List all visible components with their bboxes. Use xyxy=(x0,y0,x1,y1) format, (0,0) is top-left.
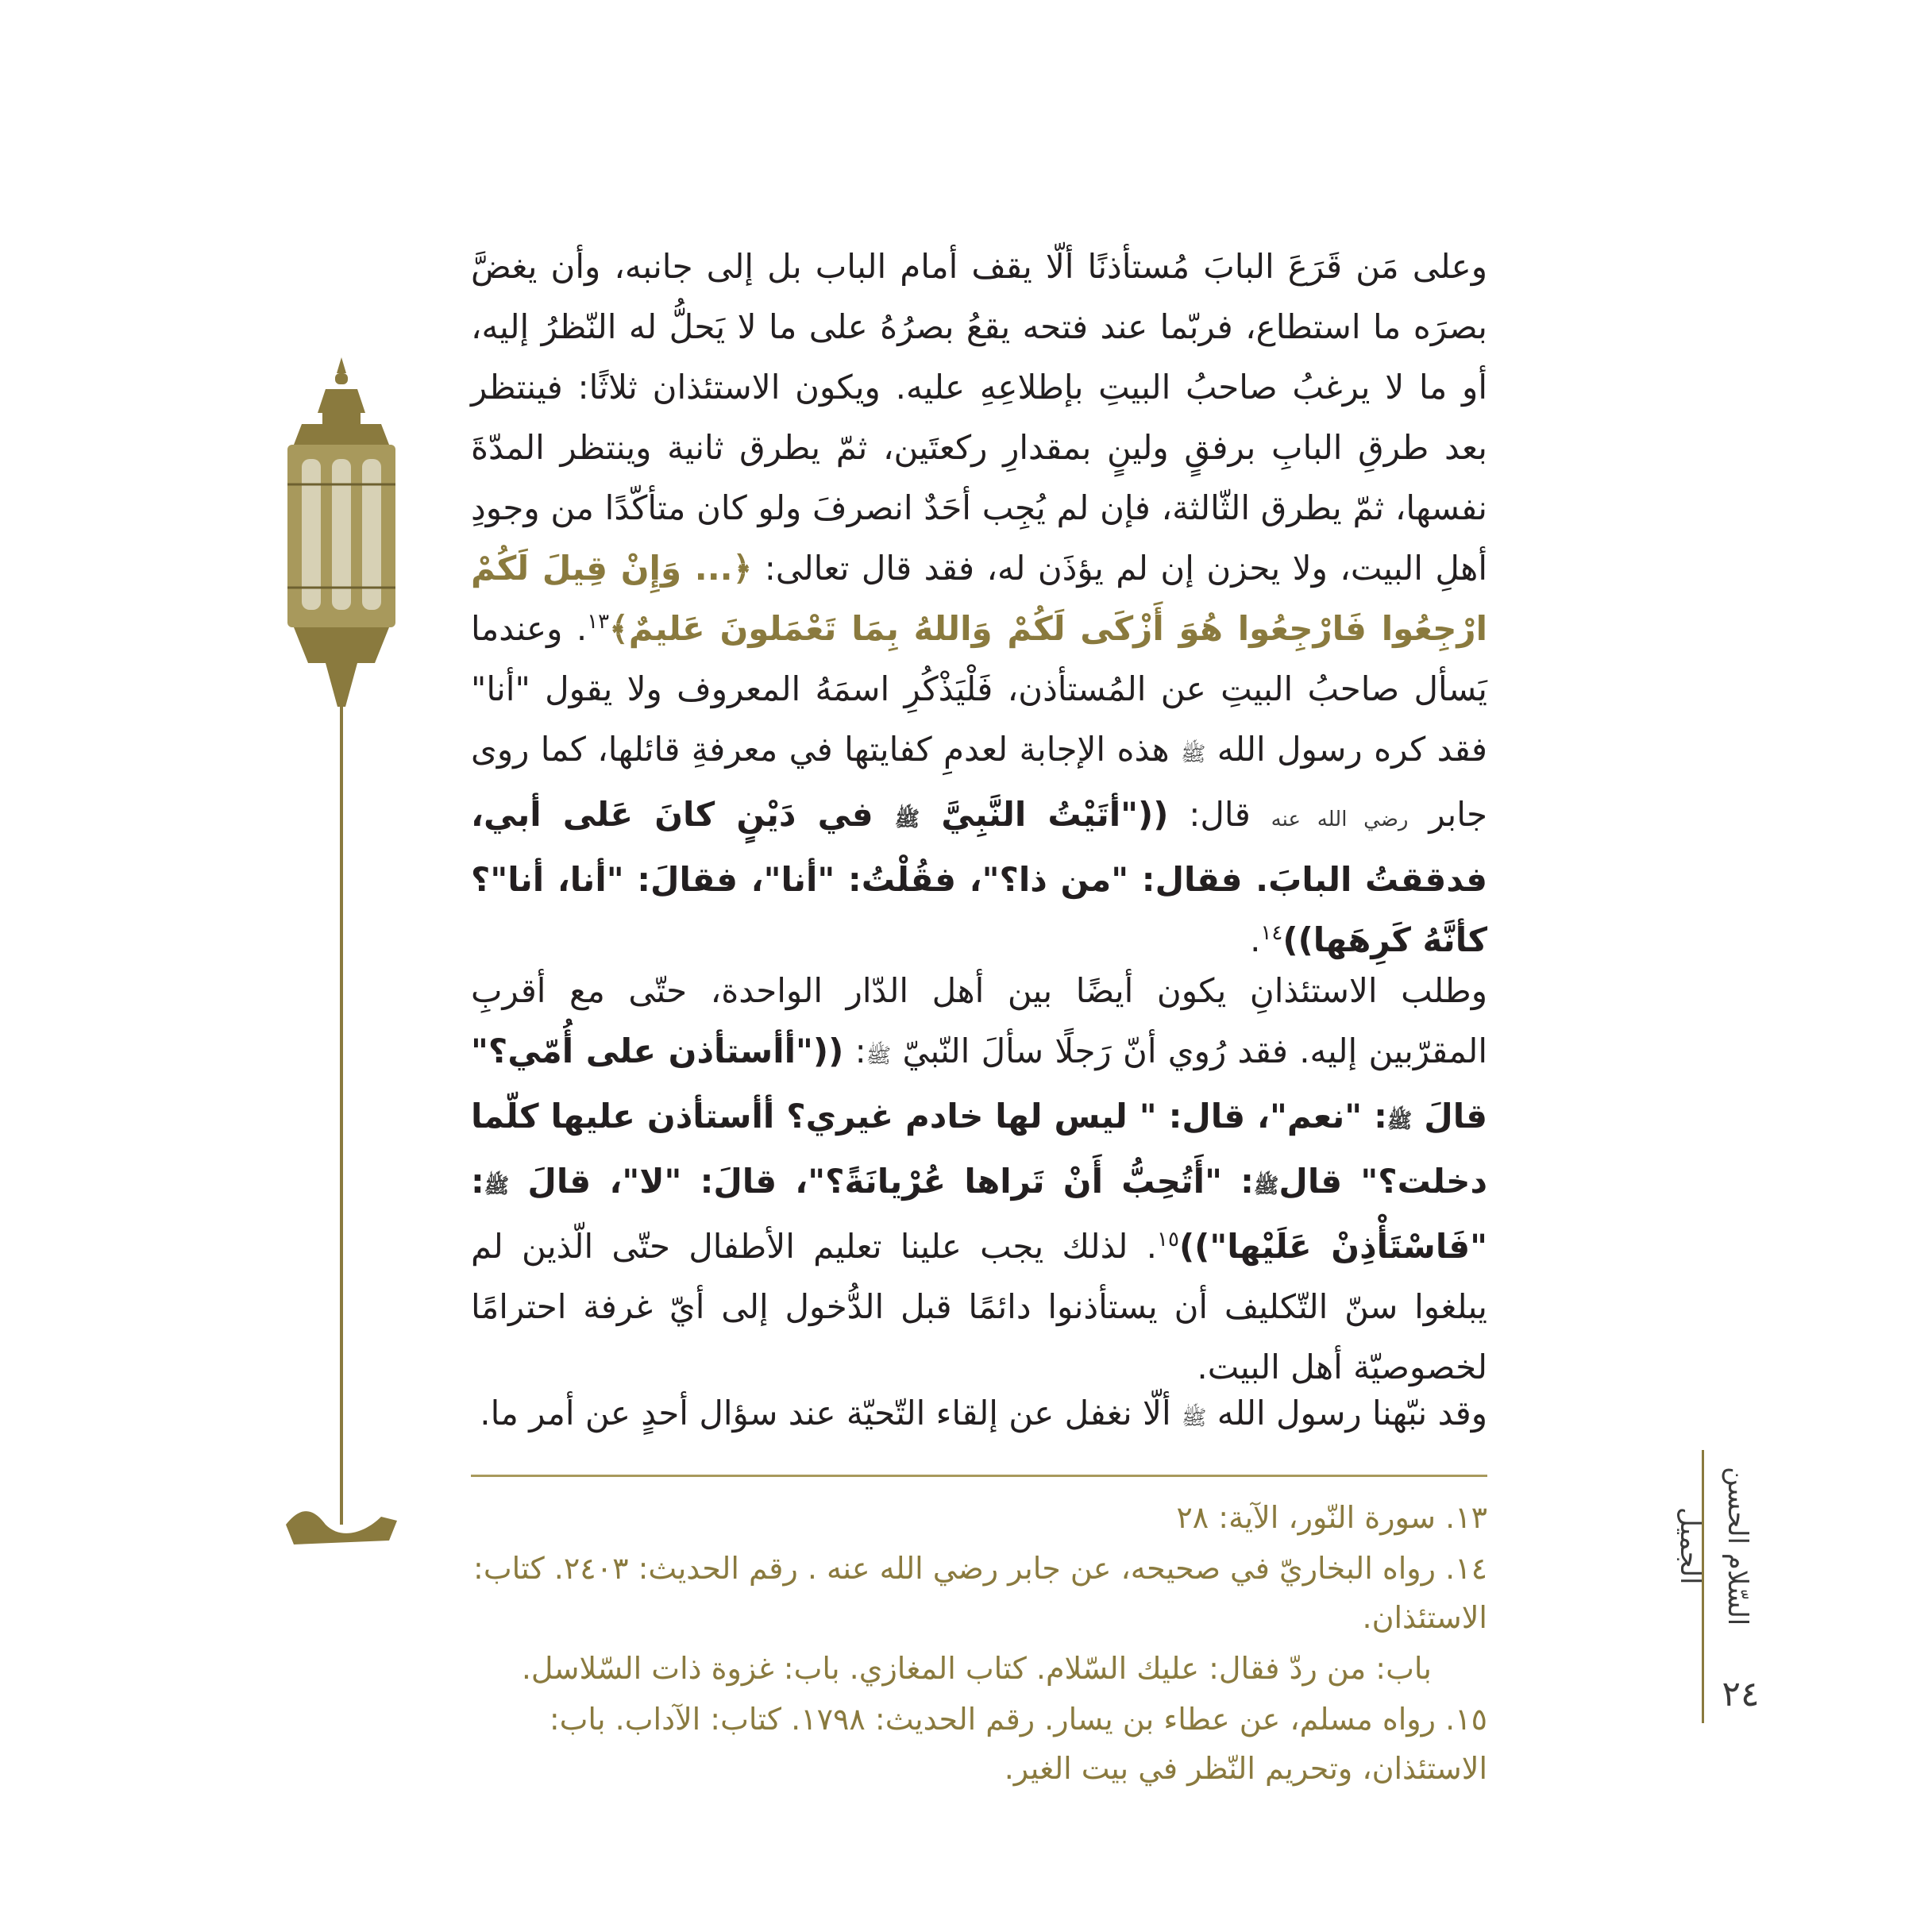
p1-end: . xyxy=(1250,920,1261,959)
p2-end: . لذلك يجب علينا تعليم الأطفال حتّى الّذين لم يبلغوا سنّ التّكليف أن يستأذنوا دائمًا قبل الدُّخول إلى أيّ غرفة احترامًا لخصوصيّة أهل البيت. xyxy=(471,1227,1487,1386)
salawat-symbol: ﷺ xyxy=(1386,1109,1413,1133)
footnote-14-continued: باب: من ردّ فقال: عليك السّلام. كتاب المغازي. باب: غزوة ذات السّلاسل. xyxy=(521,1651,1432,1686)
quran-verse: ﴿... وَإِنْ قِيلَ لَكُمْ ارْجِعُوا فَارْجِعُوا هُوَ أَزْكَى لَكُمْ وَاللهُ بِمَا تَعْمَلونَ عَليمٌ﴾ xyxy=(471,549,1487,648)
hadith-text-b: في دَيْنٍ كانَ عَلى أبي، فدققتُ البابَ. فقال: "من ذا؟"، فقُلْتُ: "أنا"، فقالَ: "أنا، أنا"؟ كأنَّهُ كَرِهَها)) xyxy=(471,795,1487,959)
running-title: السّلام الحسن الجميل xyxy=(1674,1466,1753,1626)
footnote-ref-15: ١٥ xyxy=(1157,1228,1179,1251)
salawat-symbol: ﷺ xyxy=(1253,1174,1279,1198)
p1-mid2: هذه الإجابة لعدمِ كفايتها في معرفةِ قائلها، كما روى جابر xyxy=(471,730,1487,834)
radiallahu-symbol: رضي الله عنه xyxy=(1271,808,1409,831)
hadith-part-3: : "أَتُحِبُّ أَنْ تَراها عُرْيانَةً؟"، قالَ: "لا"، قالَ xyxy=(509,1162,1254,1201)
salawat-symbol: ﷺ xyxy=(1182,1406,1207,1430)
salawat-symbol: ﷺ xyxy=(894,808,920,831)
footnote-divider xyxy=(471,1475,1487,1477)
hadith-text-a: (("أتَيْتُ النَّبِيَّ xyxy=(920,795,1169,834)
hadith-part-4: : "فَاسْتَأْذِنْ عَلَيْها")) xyxy=(471,1162,1487,1266)
footnote-15: ١٥. رواه مسلم، عن عطاء بن يسار. رقم الحديث: ١٧٩٨. كتاب: الآداب. باب: الاستئذان، وتحريم النّظر في بيت الغير. xyxy=(549,1702,1487,1786)
p1-mid3: قال: xyxy=(1168,795,1271,834)
footnote-ref-14: ١٤ xyxy=(1260,921,1283,945)
body-paragraph-2 xyxy=(471,961,1487,1398)
p1-mid: . وعندما يَسأل صاحبُ البيتِ عن المُستأذن، فَلْيَذْكُرِ اسمَهُ المعروف ولا يقول "أنا" فقد كره رسول الله xyxy=(471,609,1487,769)
page-number: ٢٤ xyxy=(1722,1674,1760,1714)
p3-b: ألّا نغفل عن إلقاء التّحيّة عند سؤال أحدٍ عن أمر ما. xyxy=(480,1394,1182,1433)
p2-intro: وطلب الاستئذانِ يكون أيضًا بين أهل الدّار الواحدة، حتّى مع أقربِ المقرّبين إليه. فقد رُوي أنّ رَجلًا سألَ النّبيّ xyxy=(471,971,1487,1070)
footnote-13: ١٣. سورة النّور، الآية: ٢٨ xyxy=(1176,1500,1487,1535)
p1-intro: وعلى مَن قَرَعَ البابَ مُستأذنًا ألّا يقف أمام الباب بل إلى جانبه، وأن يغضَّ بصرَه ما استطاع، فربّما عند فتحه يقعُ بصرُهُ على ما لا يَحلُّ له النّظرُ إليه، أو ما لا يرغبُ صاحبُ البيتِ بإطلاعِهِ عليه. ويكون الاستئذان ثلاثًا: فينتظر بعد طرقِ البابِ برفقٍ ولينٍ بمقدارِ ركعتَين، ثمّ يطرق ثانية وينتظر المدّةَ نفسها، ثمّ يطرق الثّالثة، فإن لم يُجِب أحَدٌ انصرفَ ولو كان متأكّدًا من وجودِ أهلِ البيت، ولا يحزن إن لم يؤذَن له، فقد قال تعالى: xyxy=(471,247,1487,588)
salawat-symbol: ﷺ xyxy=(1181,742,1206,766)
footnote-14: ١٤. رواه البخاريّ في صحيحه، عن جابر رضي الله عنه . رقم الحديث: ٢٤٠٣. كتاب: الاستئذان. xyxy=(473,1551,1487,1635)
footnote-ref-13: ١٣ xyxy=(587,610,610,634)
lantern-ornament xyxy=(270,357,413,1564)
side-divider xyxy=(1702,1450,1704,1723)
p3-a: وقد نبّهنا رسول الله xyxy=(1206,1394,1487,1433)
salawat-symbol: ﷺ xyxy=(866,1044,892,1068)
body-paragraph-1 xyxy=(471,237,1487,970)
body-paragraph-3 xyxy=(471,1383,1487,1448)
salawat-symbol: ﷺ xyxy=(484,1174,510,1198)
footnotes xyxy=(471,1493,1487,1795)
p2-colon: : xyxy=(843,1032,866,1070)
hadith-part-2: : "نعم"، قال: " ليس لها خادم غيري؟ أأستأذن عليها كلّما دخلت؟" قال xyxy=(471,1097,1487,1201)
hadith-part-1: (("أأستأذن على أُمّي؟" قالَ xyxy=(471,1032,1487,1136)
